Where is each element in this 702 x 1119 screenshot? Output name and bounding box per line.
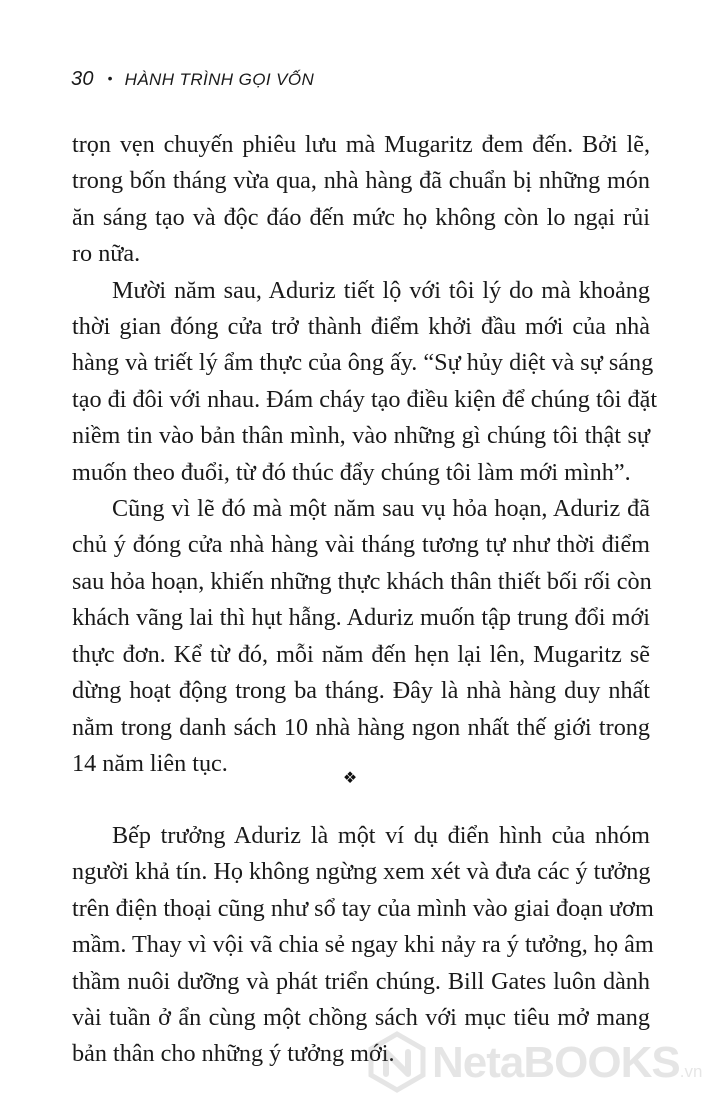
text-line: thực đơn. Kể từ đó, mỗi năm đến hẹn lại lên, Mugaritz sẽ	[72, 640, 650, 668]
text-line: muốn theo đuổi, từ đó thúc đẩy chúng tôi làm mới mình”.	[72, 458, 631, 486]
section-2-text	[72, 818, 654, 1073]
text-line: thời gian đóng cửa trở thành điểm khởi đầu mới của nhà	[72, 313, 650, 341]
text-line: Bếp trưởng Aduriz là một ví dụ điển hình của nhóm	[112, 822, 650, 849]
text-line: thầm nuôi dưỡng và phát triển chúng. Bill Gates luôn dành	[72, 967, 650, 995]
text-line: ro nữa.	[72, 240, 141, 268]
text-line: chủ ý đóng cửa nhà hàng vài tháng tương tự như thời điểm	[72, 531, 650, 559]
text-line: mầm. Thay vì vội vã chia sẻ ngay khi nảy ra ý tưởng, họ âm	[72, 931, 654, 959]
watermark-tld: .vn	[679, 1062, 702, 1081]
book-title: HÀNH TRÌNH GỌI VỐN	[124, 70, 315, 89]
text-line: vài tuần ở ẩn cùng một chồng sách với mục tiêu mở mang	[72, 1004, 650, 1032]
text-line: niềm tin vào bản thân mình, vào những gì chúng tôi thật sự	[72, 422, 650, 450]
section-1-text	[72, 127, 658, 782]
text-line: hàng và triết lý ẩm thực của ông ấy. “Sự hủy diệt và sự sáng	[72, 349, 654, 377]
text-line: Cũng vì lẽ đó mà một năm sau vụ hỏa hoạn, Aduriz đã	[112, 495, 650, 523]
text-line: khách vãng lai thì hụt hẫng. Aduriz muốn tập trung đổi mới	[72, 604, 650, 632]
running-header	[71, 68, 314, 91]
text-line: ăn sáng tạo và độc đáo đến mức họ không còn lo ngại rủi	[72, 203, 650, 231]
text-line: 14 năm liên tục.	[72, 749, 228, 777]
text-line: trên điện thoại cũng như sổ tay của mình vào giai đoạn ươm	[72, 894, 654, 922]
text-line: dừng hoạt động trong ba tháng. Đây là nhà hàng duy nhất	[72, 677, 650, 705]
text-line: Mười năm sau, Aduriz tiết lộ với tôi lý do mà khoảng	[112, 276, 650, 304]
watermark-brand-name: NetaBOOKS	[432, 1038, 680, 1087]
text-line: nằm trong danh sách 10 nhà hàng ngon nhất thế giới trong	[72, 713, 650, 741]
text-line: sau hỏa hoạn, khiến những thực khách thân thiết bối rối còn	[72, 567, 652, 595]
header-separator: •	[107, 70, 113, 86]
text-line: trong bốn tháng vừa qua, nhà hàng đã chuẩn bị những món	[72, 167, 650, 195]
text-line: trọn vẹn chuyến phiêu lưu mà Mugaritz đem đến. Bởi lẽ,	[72, 131, 650, 158]
text-line: bản thân cho những ý tưởng mới.	[72, 1040, 395, 1068]
text-line: tạo đi đôi với nhau. Đám cháy tạo điều kiện để chúng tôi đặt	[72, 385, 658, 413]
text-line: người khả tín. Họ không ngừng xem xét và đưa các ý tưởng	[72, 858, 651, 886]
page-number: 30	[71, 68, 94, 90]
section-break-ornament: ❖	[342, 768, 358, 787]
